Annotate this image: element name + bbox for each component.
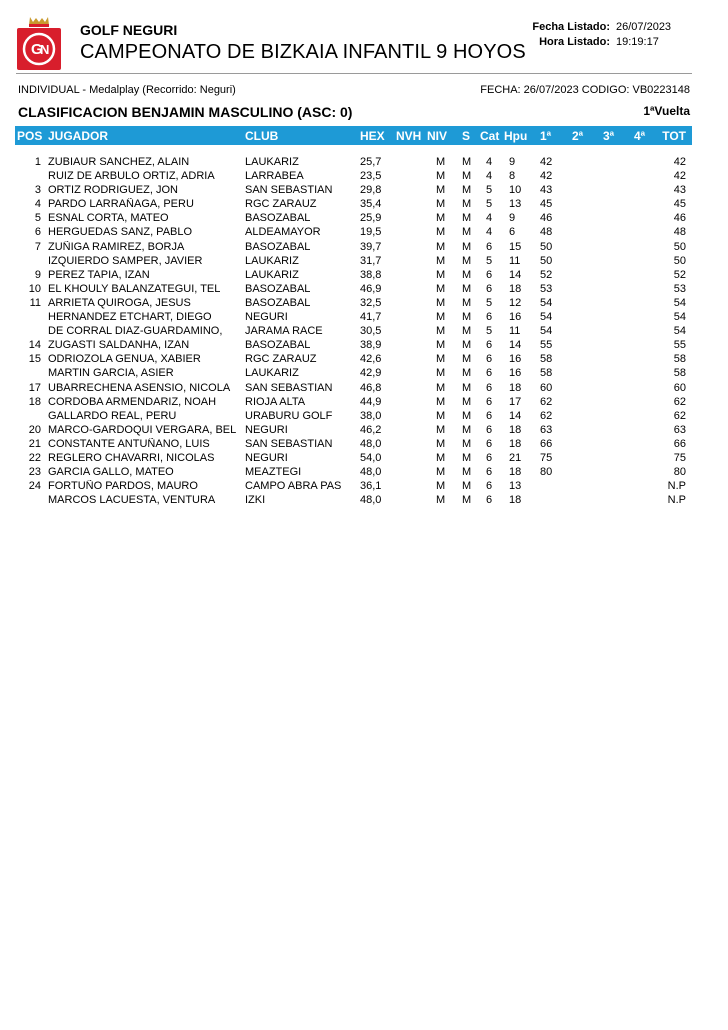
row-club: NEGURI	[245, 423, 288, 436]
table-row	[15, 170, 692, 184]
row-total: 60	[673, 381, 686, 394]
hora-listado-label: Hora Listado:	[539, 36, 610, 48]
row-niv: M	[436, 466, 446, 479]
row-niv: M	[436, 395, 446, 408]
row-player: ESNAL CORTA, MATEO	[48, 212, 169, 225]
col-nvh: NVH	[396, 129, 422, 143]
row-hex: 42,6	[360, 353, 382, 366]
row-s: M	[462, 268, 472, 281]
row-s: M	[462, 212, 472, 225]
row-hpu: 16	[509, 311, 522, 324]
row-hpu: 10	[509, 184, 522, 197]
row-club: RGC ZARAUZ	[245, 353, 317, 366]
row-hpu: 18	[509, 466, 522, 479]
row-pos: 20	[28, 423, 41, 436]
row-s: M	[462, 437, 472, 450]
competition-info: INDIVIDUAL - Medalplay (Recorrido: Neguri)	[18, 84, 236, 96]
row-cat: 4	[486, 156, 493, 168]
row-s: M	[462, 395, 472, 408]
col-club: CLUB	[245, 129, 279, 143]
row-total: 58	[673, 367, 686, 380]
row-total: 42	[673, 170, 686, 183]
row-pos: 11	[29, 296, 41, 309]
row-hex: 35,4	[360, 198, 382, 211]
row-s: M	[462, 296, 472, 309]
row-pos: 22	[28, 451, 41, 464]
row-niv: M	[436, 367, 446, 380]
row-club: BASOZABAL	[245, 282, 311, 295]
row-player: ORTIZ RODRIGUEZ, JON	[48, 184, 178, 197]
row-round-1: 43	[540, 184, 553, 197]
row-niv: M	[436, 226, 446, 239]
row-player: EL KHOULY BALANZATEGUI, TEL	[48, 282, 221, 295]
col-cat: Cat	[480, 129, 500, 143]
row-club: LARRABEA	[245, 170, 304, 183]
row-player: UBARRECHENA ASENSIO, NICOLA	[48, 381, 231, 394]
row-player: GALLARDO REAL, PERU	[48, 409, 177, 422]
row-cat: 5	[486, 184, 493, 197]
event-title: CAMPEONATO DE BIZKAIA INFANTIL 9 HOYOS	[80, 41, 526, 63]
row-s: M	[462, 339, 472, 352]
table-row	[15, 297, 692, 311]
row-total: N.P	[667, 480, 686, 493]
row-club: IZKI	[245, 494, 266, 507]
row-niv: M	[436, 170, 446, 183]
row-round-1: 66	[540, 437, 553, 450]
table-row	[15, 480, 692, 494]
row-round-1: 60	[540, 381, 553, 394]
row-player: HERGUEDAS SANZ, PABLO	[48, 226, 193, 239]
row-player: PARDO LARRAÑAGA, PERU	[48, 198, 194, 211]
col-s: S	[462, 129, 471, 143]
row-hpu: 18	[509, 423, 522, 436]
row-round-1: 62	[540, 409, 553, 422]
row-niv: M	[436, 451, 446, 464]
row-cat: 5	[486, 325, 493, 338]
row-hex: 48,0	[360, 437, 382, 450]
row-round-1: 46	[540, 212, 553, 225]
row-pos: 15	[28, 353, 41, 366]
row-niv: M	[436, 423, 446, 436]
row-hex: 44,9	[360, 395, 382, 408]
row-hex: 32,5	[360, 296, 382, 309]
row-player: HERNANDEZ ETCHART, DIEGO	[48, 311, 212, 324]
col-player: JUGADOR	[48, 129, 109, 143]
row-niv: M	[436, 437, 446, 450]
row-total: 54	[673, 311, 686, 324]
row-player: GARCIA GALLO, MATEO	[48, 466, 174, 479]
row-s: M	[462, 480, 472, 493]
row-niv: M	[436, 212, 446, 225]
row-round-1: 75	[540, 451, 553, 464]
row-cat: 4	[486, 170, 493, 183]
row-player: RUIZ DE ARBULO ORTIZ, ADRIA	[48, 170, 215, 183]
row-cat: 6	[486, 353, 493, 366]
row-round-1: 58	[540, 353, 553, 366]
table-row	[15, 184, 692, 198]
col-total: TOT	[662, 129, 686, 143]
table-header	[15, 126, 692, 145]
row-s: M	[462, 311, 472, 324]
row-cat: 6	[486, 367, 493, 380]
row-hex: 46,9	[360, 282, 382, 295]
row-hex: 48,0	[360, 494, 382, 507]
row-s: M	[462, 254, 472, 267]
row-pos: 5	[34, 212, 41, 225]
row-hex: 42,9	[360, 367, 382, 380]
row-cat: 6	[486, 311, 493, 324]
row-round-1: 50	[540, 240, 553, 253]
row-club: BASOZABAL	[245, 296, 311, 309]
row-club: LAUKARIZ	[245, 268, 299, 281]
row-niv: M	[436, 325, 446, 338]
row-cat: 6	[486, 466, 493, 479]
col-niv: NIV	[427, 129, 448, 143]
row-club: SAN SEBASTIAN	[245, 437, 333, 450]
row-round-1: 42	[540, 156, 553, 168]
row-total: 52	[673, 268, 686, 281]
row-niv: M	[436, 268, 446, 281]
table-row	[15, 339, 692, 353]
row-player: MARCO-GARDOQUI VERGARA, BEL	[48, 423, 237, 436]
row-club: MEAZTEGI	[245, 466, 302, 479]
row-pos: 7	[34, 240, 41, 253]
col-hex: HEX	[360, 129, 385, 143]
row-s: M	[462, 367, 472, 380]
row-hpu: 18	[509, 494, 522, 507]
row-hex: 39,7	[360, 240, 382, 253]
row-player: ARRIETA QUIROGA, JESUS	[48, 296, 191, 309]
row-hpu: 14	[509, 339, 522, 352]
row-club: RIOJA ALTA	[245, 395, 306, 408]
row-s: M	[462, 494, 472, 507]
row-player: IZQUIERDO SAMPER, JAVIER	[48, 254, 203, 267]
svg-text:G: G	[31, 41, 43, 58]
row-total: 62	[673, 395, 686, 408]
table-row	[15, 226, 692, 240]
table-row	[15, 283, 692, 297]
row-player: ZUGASTI SALDANHA, IZAN	[48, 339, 190, 352]
row-round-1: 52	[540, 268, 553, 281]
row-total: 46	[673, 212, 686, 225]
row-hex: 54,0	[360, 451, 382, 464]
row-hex: 31,7	[360, 254, 382, 267]
row-hex: 46,8	[360, 381, 382, 394]
row-club: CAMPO ABRA PAS	[245, 480, 342, 493]
row-pos: 6	[34, 226, 41, 239]
row-pos: 4	[34, 198, 41, 211]
row-club: NEGURI	[245, 451, 288, 464]
row-hpu: 16	[509, 353, 522, 366]
table-row	[15, 325, 692, 339]
row-total: 43	[673, 184, 686, 197]
row-total: 53	[673, 282, 686, 295]
classification-title: CLASIFICACION BENJAMIN MASCULINO (ASC: 0)	[18, 104, 353, 120]
row-cat: 6	[486, 494, 493, 507]
col-round-1: 1ª	[540, 129, 552, 143]
row-niv: M	[436, 296, 446, 309]
table-row	[15, 452, 692, 466]
row-player: MARTIN GARCIA, ASIER	[48, 367, 174, 380]
row-round-1: 48	[540, 226, 553, 239]
table-row	[15, 410, 692, 424]
row-hpu: 18	[509, 282, 522, 295]
row-cat: 6	[486, 339, 493, 352]
col-pos: POS	[17, 129, 43, 143]
table-row	[15, 438, 692, 452]
fecha-listado-label: Fecha Listado:	[532, 21, 610, 33]
round-label: 1ªVuelta	[643, 104, 690, 118]
row-s: M	[462, 198, 472, 211]
table-row	[15, 396, 692, 410]
row-player: DE CORRAL DIAZ-GUARDAMINO,	[48, 325, 223, 338]
row-cat: 6	[486, 451, 493, 464]
table-row	[15, 269, 692, 283]
row-hpu: 11	[509, 325, 521, 338]
row-player: FORTUÑO PARDOS, MAURO	[48, 480, 198, 493]
row-club: SAN SEBASTIAN	[245, 381, 333, 394]
row-niv: M	[436, 184, 446, 197]
row-niv: M	[436, 240, 446, 253]
row-hpu: 15	[509, 240, 522, 253]
row-total: 50	[673, 240, 686, 253]
date-code-info: FECHA: 26/07/2023 CODIGO: VB0223148	[480, 84, 690, 96]
row-total: N.P	[667, 494, 686, 507]
row-hex: 19,5	[360, 226, 382, 239]
row-hpu: 13	[509, 480, 522, 493]
row-round-1: 80	[540, 466, 553, 479]
row-club: BASOZABAL	[245, 240, 311, 253]
row-player: CORDOBA ARMENDARIZ, NOAH	[48, 395, 217, 408]
row-pos: 23	[28, 466, 41, 479]
row-total: 54	[673, 296, 686, 309]
row-pos: 21	[28, 437, 41, 450]
row-round-1: 55	[540, 339, 553, 352]
row-player: ZUÑIGA RAMIREZ, BORJA	[48, 240, 185, 253]
row-niv: M	[436, 311, 446, 324]
row-club: LAUKARIZ	[245, 367, 299, 380]
row-player: CONSTANTE ANTUÑANO, LUIS	[48, 437, 210, 450]
row-cat: 4	[486, 226, 493, 239]
row-niv: M	[436, 480, 446, 493]
row-hpu: 8	[509, 170, 516, 183]
row-club: BASOZABAL	[245, 212, 311, 225]
col-round-2: 2ª	[572, 129, 584, 143]
row-player: REGLERO CHAVARRI, NICOLAS	[48, 451, 215, 464]
row-hpu: 9	[509, 156, 516, 168]
row-s: M	[462, 240, 472, 253]
row-s: M	[462, 423, 472, 436]
row-total: 66	[673, 437, 686, 450]
row-hpu: 16	[509, 367, 522, 380]
header-divider	[16, 73, 692, 74]
table-row	[15, 311, 692, 325]
row-hex: 36,1	[360, 480, 382, 493]
row-pos: 10	[28, 282, 41, 295]
row-hpu: 18	[509, 381, 522, 394]
row-niv: M	[436, 409, 446, 422]
row-hex: 48,0	[360, 466, 382, 479]
row-s: M	[462, 325, 472, 338]
row-niv: M	[436, 254, 446, 267]
row-round-1: 54	[540, 325, 553, 338]
hora-listado-value: 19:19:17	[616, 36, 659, 48]
row-pos: 3	[34, 184, 41, 197]
table-row	[15, 466, 692, 480]
row-cat: 6	[486, 240, 493, 253]
row-cat: 6	[486, 268, 493, 281]
row-hpu: 11	[509, 254, 521, 267]
table-row	[15, 156, 692, 170]
row-club: JARAMA RACE	[245, 325, 323, 338]
fecha-listado-value: 26/07/2023	[616, 21, 672, 33]
row-cat: 5	[486, 254, 493, 267]
row-s: M	[462, 409, 472, 422]
row-hex: 38,8	[360, 268, 382, 281]
table-row	[15, 494, 692, 508]
row-round-1: 50	[540, 254, 553, 267]
row-cat: 6	[486, 480, 493, 493]
row-s: M	[462, 226, 472, 239]
table-row	[15, 255, 692, 269]
table-row	[15, 382, 692, 396]
row-hex: 23,5	[360, 170, 382, 183]
row-niv: M	[436, 156, 446, 168]
row-niv: M	[436, 494, 446, 507]
row-hex: 38,9	[360, 339, 382, 352]
row-niv: M	[436, 282, 446, 295]
row-hpu: 18	[509, 437, 522, 450]
row-s: M	[462, 170, 472, 183]
row-total: 58	[673, 353, 686, 366]
row-player: MARCOS LACUESTA, VENTURA	[48, 494, 216, 507]
row-hpu: 14	[509, 409, 522, 422]
col-round-3: 3ª	[603, 129, 615, 143]
row-total: 62	[673, 409, 686, 422]
row-round-1: 42	[540, 170, 553, 183]
row-club: ALDEAMAYOR	[245, 226, 321, 239]
table-row	[15, 353, 692, 367]
table-body	[15, 156, 692, 508]
listing-meta	[530, 20, 671, 50]
row-round-1: 58	[540, 367, 553, 380]
row-s: M	[462, 466, 472, 479]
table-row	[15, 367, 692, 381]
row-total: 63	[673, 423, 686, 436]
row-hpu: 9	[509, 212, 516, 225]
row-s: M	[462, 381, 472, 394]
row-s: M	[462, 156, 472, 168]
row-total: 45	[673, 198, 686, 211]
row-club: BASOZABAL	[245, 339, 311, 352]
row-pos: 24	[28, 480, 41, 493]
row-player: PEREZ TAPIA, IZAN	[48, 268, 150, 281]
col-round-4: 4ª	[634, 129, 646, 143]
row-cat: 6	[486, 409, 493, 422]
row-hpu: 14	[509, 268, 522, 281]
row-total: 50	[673, 254, 686, 267]
col-hpu: Hpu	[504, 129, 528, 143]
table-row	[15, 198, 692, 212]
row-hex: 25,9	[360, 212, 382, 225]
row-club: LAUKARIZ	[245, 156, 299, 168]
row-player: ODRIOZOLA GENUA, XABIER	[48, 353, 201, 366]
row-s: M	[462, 282, 472, 295]
row-s: M	[462, 451, 472, 464]
row-cat: 6	[486, 423, 493, 436]
row-hex: 41,7	[360, 311, 382, 324]
row-cat: 5	[486, 198, 493, 211]
row-hex: 30,5	[360, 325, 382, 338]
row-cat: 6	[486, 437, 493, 450]
results-table	[15, 126, 692, 508]
row-s: M	[462, 184, 472, 197]
row-cat: 6	[486, 381, 493, 394]
row-hpu: 13	[509, 198, 522, 211]
row-club: LAUKARIZ	[245, 254, 299, 267]
row-cat: 6	[486, 282, 493, 295]
row-total: 75	[673, 451, 686, 464]
table-row	[15, 424, 692, 438]
row-niv: M	[436, 353, 446, 366]
row-hpu: 12	[509, 296, 522, 309]
row-s: M	[462, 353, 472, 366]
row-hpu: 6	[509, 226, 516, 239]
svg-text:N: N	[40, 42, 50, 57]
row-round-1: 54	[540, 311, 553, 324]
row-niv: M	[436, 381, 446, 394]
row-niv: M	[436, 198, 446, 211]
row-club: RGC ZARAUZ	[245, 198, 317, 211]
row-round-1: 45	[540, 198, 553, 211]
row-hex: 38,0	[360, 409, 382, 422]
row-total: 54	[673, 325, 686, 338]
row-hex: 29,8	[360, 184, 382, 197]
row-club: NEGURI	[245, 311, 288, 324]
row-total: 55	[673, 339, 686, 352]
row-cat: 4	[486, 212, 493, 225]
row-round-1: 62	[540, 395, 553, 408]
row-pos: 1	[34, 156, 41, 168]
row-total: 48	[673, 226, 686, 239]
table-row	[15, 241, 692, 255]
row-cat: 6	[486, 395, 493, 408]
club-name: GOLF NEGURI	[80, 22, 178, 38]
row-hpu: 21	[509, 451, 522, 464]
row-pos: 18	[28, 395, 41, 408]
table-row	[15, 212, 692, 226]
row-hex: 25,7	[360, 156, 382, 168]
row-hpu: 17	[509, 395, 522, 408]
row-hex: 46,2	[360, 423, 382, 436]
row-round-1: 63	[540, 423, 553, 436]
row-total: 42	[673, 156, 686, 168]
row-pos: 17	[28, 381, 41, 394]
row-player: ZUBIAUR SANCHEZ, ALAIN	[48, 156, 190, 168]
row-round-1: 53	[540, 282, 553, 295]
row-total: 80	[673, 466, 686, 479]
neguri-crest-icon	[16, 16, 62, 71]
row-club: SAN SEBASTIAN	[245, 184, 333, 197]
row-round-1: 54	[540, 296, 553, 309]
row-pos: 14	[28, 339, 41, 352]
row-pos: 9	[34, 268, 41, 281]
row-cat: 5	[486, 296, 493, 309]
row-niv: M	[436, 339, 446, 352]
club-logo	[16, 16, 62, 71]
row-club: URABURU GOLF	[245, 409, 333, 422]
